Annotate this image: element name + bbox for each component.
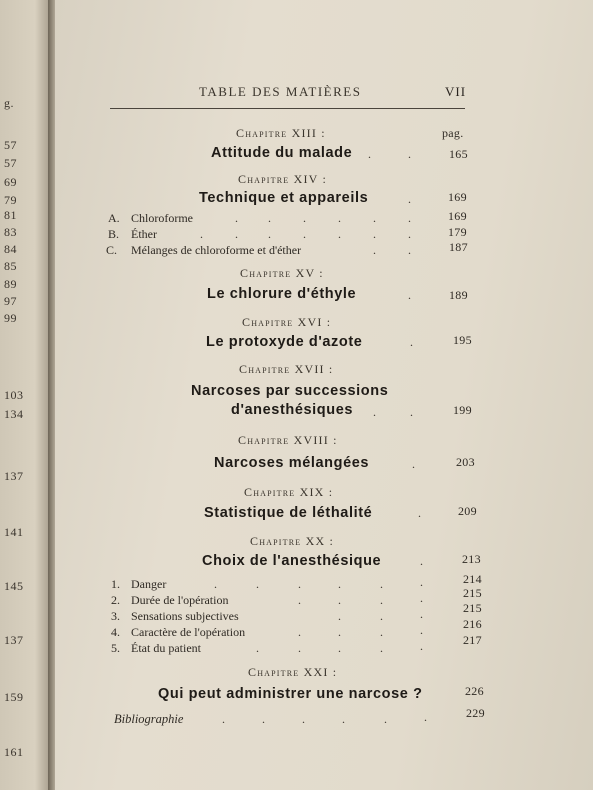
leader-dot: . [380, 577, 383, 591]
chapter-label: Chapitre XIV : [238, 172, 328, 186]
leader-dot: . [338, 211, 341, 225]
leader-dot: . [338, 625, 341, 639]
chapter-label: Chapitre XX : [250, 534, 335, 548]
leader-dot: . [342, 712, 345, 726]
leader-dot: . [268, 227, 271, 241]
leader-dot: . [380, 625, 383, 639]
left-margin-number: 83 [4, 225, 17, 239]
leader-dot: . [384, 712, 387, 726]
page-number: 229 [466, 706, 485, 720]
leader-dot: . [408, 288, 411, 302]
leader-dot: . [412, 457, 415, 471]
page-number: 215 [463, 601, 482, 615]
leader-dot: . [256, 641, 259, 655]
item-text: Caractère de l'opération [131, 625, 246, 639]
item-text: Sensations subjectives [131, 609, 239, 623]
left-margin-number: 145 [4, 579, 24, 593]
leader-dot: . [338, 609, 341, 623]
page-number: 187 [449, 240, 468, 254]
chapter-title: Narcoses mélangées [214, 455, 370, 471]
leader-dot: . [380, 641, 383, 655]
leader-dot: . [298, 625, 301, 639]
leader-dot: . [408, 147, 411, 161]
header-page-number: VII [445, 84, 467, 99]
leader-dot: . [214, 577, 217, 591]
leader-dot: . [256, 577, 259, 591]
item-marker: 5. [111, 641, 120, 655]
leader-dot: . [408, 192, 411, 206]
left-margin-number: 69 [4, 175, 17, 189]
chapter-title: Choix de l'anesthésique [202, 553, 382, 569]
item-marker: B. [108, 227, 120, 241]
leader-dot: . [298, 577, 301, 591]
item-marker: 2. [111, 593, 120, 607]
left-margin-number: 79 [4, 193, 17, 207]
item-text: Danger [131, 577, 167, 591]
leader-dot: . [235, 227, 238, 241]
page-number: 179 [448, 225, 467, 239]
leader-dot: . [424, 710, 427, 724]
leader-dot: . [380, 593, 383, 607]
chapter-title: Le protoxyde d'azote [206, 334, 363, 350]
leader-dot: . [338, 593, 341, 607]
item-marker: C. [106, 243, 118, 257]
chapter-title: Statistique de léthalité [204, 505, 373, 521]
leader-dot: . [410, 405, 413, 419]
chapter-label: Chapitre XVII : [239, 362, 334, 376]
leader-dot: . [268, 211, 271, 225]
leader-dot: . [235, 211, 238, 225]
page-number: 214 [463, 572, 482, 586]
leader-dot: . [338, 577, 341, 591]
page-number: 169 [448, 209, 467, 223]
chapter-title: Qui peut administrer une narcose ? [158, 686, 423, 702]
leader-dot: . [373, 211, 376, 225]
chapter-label: Chapitre XIX : [244, 485, 334, 499]
header-rule [110, 108, 465, 109]
item-text: Mélanges de chloroforme et d'éther [131, 243, 302, 257]
item-text: Durée de l'opération [131, 593, 229, 607]
leader-dot: . [303, 227, 306, 241]
left-margin-number: 89 [4, 277, 17, 291]
left-margin-number: 159 [4, 690, 24, 704]
leader-dot: . [408, 211, 411, 225]
chapter-label: Chapitre XVI : [242, 315, 332, 329]
leader-dot: . [420, 575, 423, 589]
page-number: 216 [463, 617, 482, 631]
chapter-label: Chapitre XV : [240, 266, 324, 280]
leader-dot: . [410, 335, 413, 349]
pag-label: pag. [442, 126, 464, 140]
leader-dot: . [418, 506, 421, 520]
item-marker: 3. [111, 609, 120, 623]
chapter-label: Chapitre XIII : [236, 126, 326, 140]
item-marker: 1. [111, 577, 120, 591]
page-number: 215 [463, 586, 482, 600]
left-margin-number: 99 [4, 311, 17, 325]
leader-dot: . [373, 405, 376, 419]
page-number: 226 [465, 684, 484, 698]
chapter-title: Le chlorure d'éthyle [207, 286, 357, 302]
left-margin-number: 141 [4, 525, 24, 539]
header-title: TABLE DES MATIÈRES [199, 84, 362, 99]
item-text: Chloroforme [131, 211, 193, 225]
left-margin-number: 97 [4, 294, 17, 308]
leader-dot: . [338, 641, 341, 655]
left-margin-number: 84 [4, 242, 17, 256]
left-margin-number: 137 [4, 469, 24, 483]
page-number: 165 [449, 147, 468, 161]
leader-dot: . [420, 591, 423, 605]
leader-dot: . [408, 227, 411, 241]
leader-dot: . [298, 641, 301, 655]
page-number: 213 [462, 552, 481, 566]
leader-dot: . [420, 623, 423, 637]
leader-dot: . [222, 712, 225, 726]
item-marker: 4. [111, 625, 120, 639]
running-header [55, 84, 475, 104]
left-margin-number: 57 [4, 156, 17, 170]
left-margin-number: 85 [4, 259, 17, 273]
left-margin-number: 57 [4, 138, 17, 152]
page-number: 195 [453, 333, 472, 347]
page-number: 203 [456, 455, 475, 469]
leader-dot: . [420, 607, 423, 621]
page-number: 199 [453, 403, 472, 417]
chapter-title: Technique et appareils [199, 190, 369, 206]
item-text: État du patient [131, 641, 201, 655]
item-marker: A. [108, 211, 120, 225]
chapter-title-line2: d'anesthésiques [231, 402, 354, 418]
chapter-title: Attitude du malade [211, 145, 353, 161]
chapter-label: Chapitre XVIII : [238, 433, 338, 447]
leader-dot: . [408, 243, 411, 257]
left-margin-number: 137 [4, 633, 24, 647]
leader-dot: . [298, 593, 301, 607]
chapter-title-line1: Narcoses par successions [191, 383, 389, 399]
chapter-label: Chapitre XXI : [248, 665, 338, 679]
leader-dot: . [303, 211, 306, 225]
leader-dot: . [302, 712, 305, 726]
leader-dot: . [368, 147, 371, 161]
leader-dot: . [262, 712, 265, 726]
page-number: 189 [449, 288, 468, 302]
page-number: 169 [448, 190, 467, 204]
leader-dot: . [373, 243, 376, 257]
leader-dot: . [420, 554, 423, 568]
page-number: 217 [463, 633, 482, 647]
left-margin-number: 103 [4, 388, 24, 402]
left-margin-number: g. [4, 96, 14, 110]
leader-dot: . [420, 639, 423, 653]
leader-dot: . [200, 227, 203, 241]
left-margin-number: 161 [4, 745, 24, 759]
leader-dot: . [373, 227, 376, 241]
leader-dot: . [380, 609, 383, 623]
item-text: Éther [131, 227, 157, 241]
leader-dot: . [338, 227, 341, 241]
bibliography-label: Bibliographie [114, 712, 184, 726]
left-margin-number: 81 [4, 208, 17, 222]
left-margin-number: 134 [4, 407, 24, 421]
page-number: 209 [458, 504, 477, 518]
